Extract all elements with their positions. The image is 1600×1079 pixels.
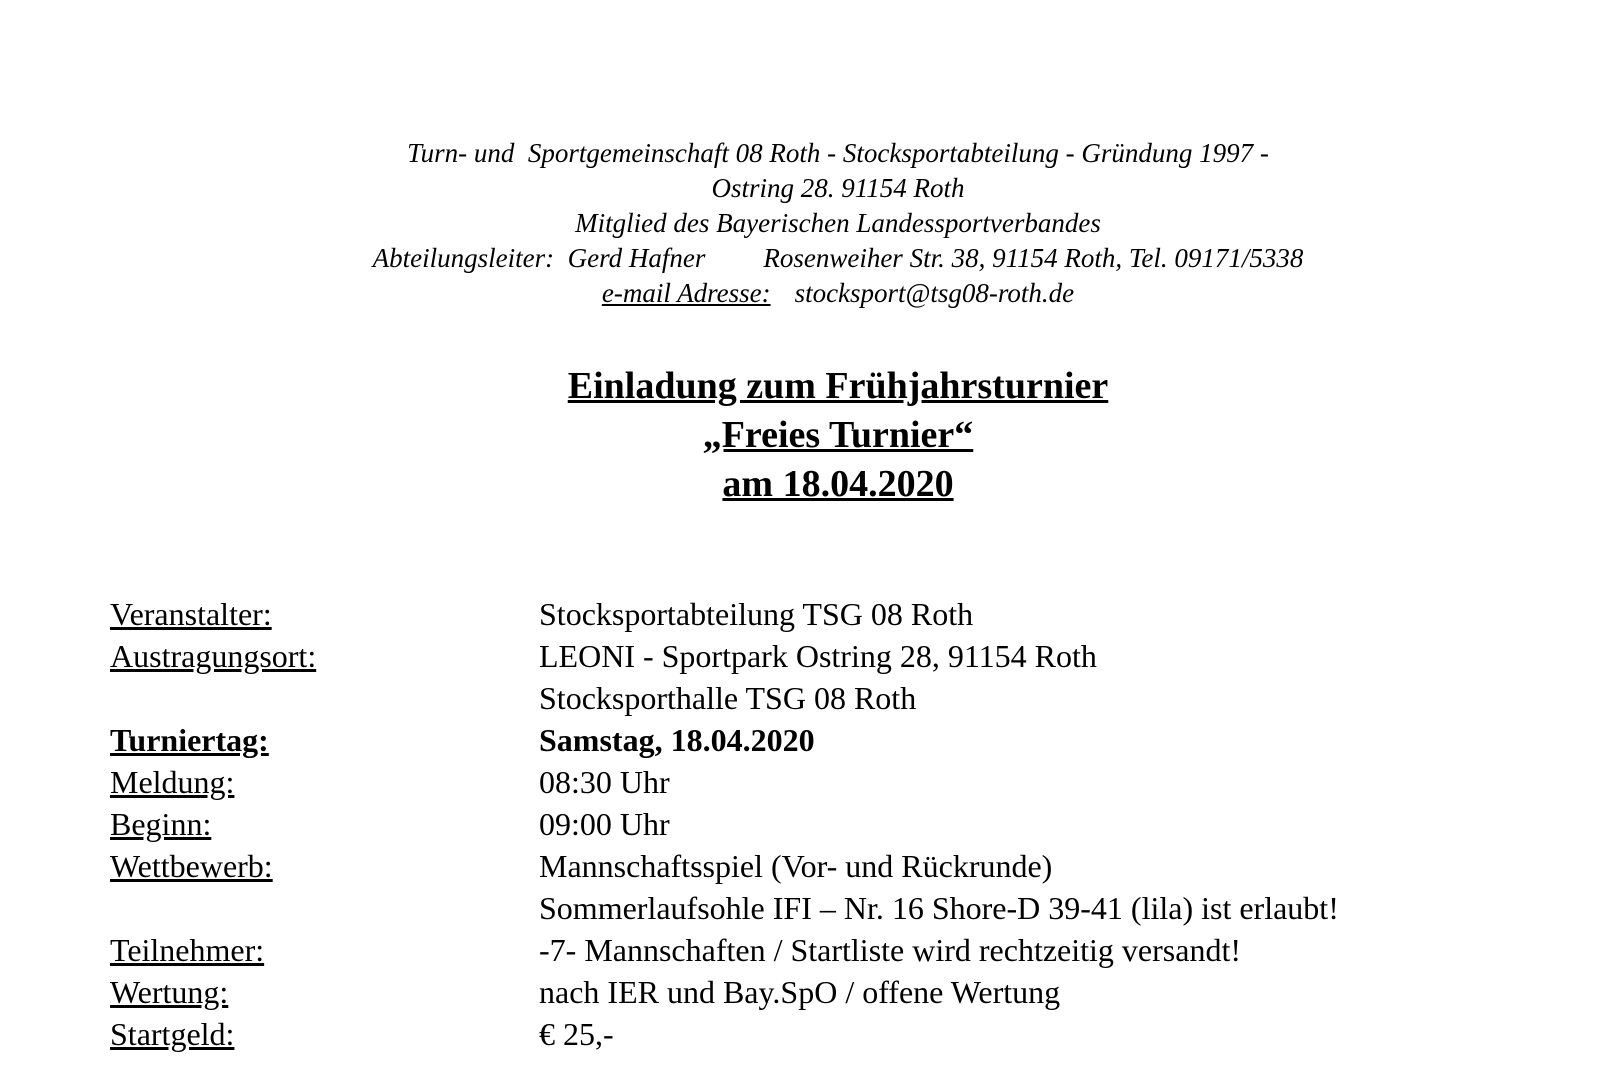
- detail-label: Wertung:: [110, 974, 229, 1010]
- detail-value: -7- Mannschaften / Startliste wird rechtzeitig versandt!: [539, 932, 1241, 968]
- detail-value: Mannschaftsspiel (Vor- und Rückrunde): [539, 848, 1053, 884]
- title-line-3: am 18.04.2020: [722, 463, 954, 505]
- detail-row-venue-hall: [110, 677, 1570, 719]
- email-address: stocksport@tsg08-roth.de: [794, 278, 1075, 308]
- email-label: e-mail Adresse:: [601, 278, 771, 308]
- detail-row-registration: [110, 761, 1570, 803]
- detail-value: Samstag, 18.04.2020: [539, 722, 815, 758]
- detail-label: Wettbewerb:: [110, 848, 273, 884]
- letterhead-leader-line: [0, 241, 1600, 276]
- detail-row-tournament-day: [110, 719, 1570, 761]
- detail-label: Turniertag:: [110, 722, 269, 758]
- detail-row-start: [110, 803, 1570, 845]
- detail-value: 09:00 Uhr: [539, 806, 670, 842]
- letterhead-address-line: Ostring 28. 91154 Roth: [711, 173, 965, 203]
- detail-label: Startgeld:: [110, 1016, 235, 1052]
- letterhead-club-line: Turn- und Sportgemeinschaft 08 Roth - Stocksportabteilung - Gründung 1997 -: [407, 138, 1269, 168]
- detail-label: Austragungsort:: [110, 638, 317, 674]
- detail-value: LEONI - Sportpark Ostring 28, 91154 Roth: [539, 638, 1097, 674]
- title-line-2: „Freies Turnier“: [702, 414, 974, 456]
- detail-label: Veranstalter:: [110, 596, 272, 632]
- detail-value: Stocksportabteilung TSG 08 Roth: [539, 596, 974, 632]
- letterhead-email-line: [0, 276, 1600, 311]
- detail-label: Beginn:: [110, 806, 212, 842]
- letterhead-membership-line: Mitglied des Bayerischen Landessportverbandes: [575, 208, 1101, 238]
- detail-value: € 25,-: [539, 1016, 614, 1052]
- detail-row-participants: [110, 929, 1570, 971]
- detail-row-venue: [110, 635, 1570, 677]
- detail-value: nach IER und Bay.SpO / offene Wertung: [539, 974, 1061, 1010]
- detail-label: Teilnehmer:: [110, 932, 265, 968]
- tournament-details: [110, 593, 1570, 1055]
- detail-value: 08:30 Uhr: [539, 764, 670, 800]
- invitation-title: [0, 362, 1600, 509]
- detail-row-competition-note: [110, 887, 1570, 929]
- detail-row-organizer: [110, 593, 1570, 635]
- detail-row-entry-fee: [110, 1013, 1570, 1055]
- leader-name: Abteilungsleiter: Gerd Hafner: [372, 243, 706, 273]
- detail-row-competition: [110, 845, 1570, 887]
- letterhead: [0, 136, 1600, 311]
- title-line-1: Einladung zum Frühjahrsturnier: [567, 365, 1109, 407]
- detail-value: Stocksporthalle TSG 08 Roth: [539, 680, 917, 716]
- detail-row-scoring: [110, 971, 1570, 1013]
- detail-label: Meldung:: [110, 764, 235, 800]
- detail-value: Sommerlaufsohle IFI – Nr. 16 Shore-D 39-41 (lila) ist erlaubt!: [539, 890, 1339, 926]
- leader-address: Rosenweiher Str. 38, 91154 Roth, Tel. 09171/5338: [763, 243, 1304, 273]
